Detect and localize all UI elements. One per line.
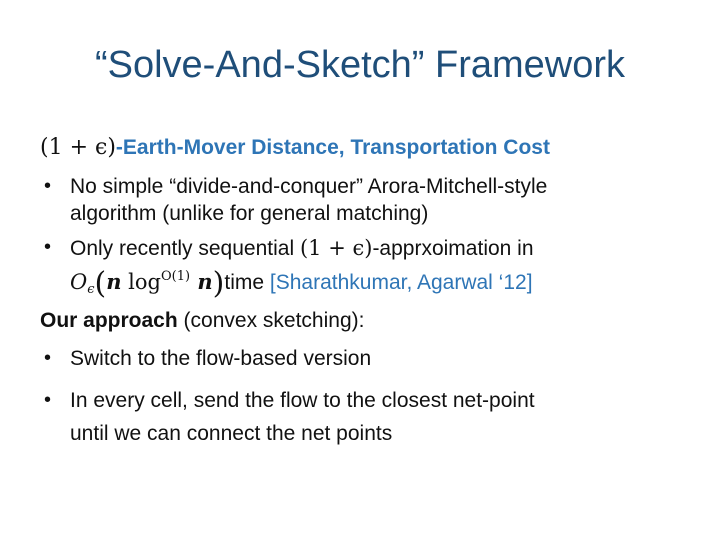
bullet-icon: • [44,347,52,369]
section2-heading [40,308,364,334]
bullet-icon: • [44,236,52,258]
bullet1-line1: No simple “divide-and-conquer” Arora-Mitchell-style [70,175,548,198]
complexity-sub: ϵ [87,282,95,297]
bullet1-line2: algorithm (unlike for general matching) [70,202,429,225]
bullet3-line1: Switch to the flow-based version [70,347,372,370]
paren-close: ) [212,266,225,301]
bullet2-text: Only recently sequential [70,237,300,260]
bullet2-line1 [70,235,534,262]
bullet-icon: • [44,389,52,411]
bullet2-math: (1 + ϵ) [299,236,373,260]
slide-title: “Solve-And-Sketch” Framework [94,44,626,86]
bullet-icon: • [44,175,52,197]
paren-open: ( [94,266,107,301]
epsilon-approx-math: (1 + ϵ) [40,135,116,160]
section1-heading-text: -Earth-Mover Distance, Transportation Cost [115,136,550,159]
complexity-log: log [121,270,161,294]
section1-heading [40,135,550,161]
bullet2-tail: -apprxoimation in [372,237,534,260]
time-word: time [224,271,270,294]
section2-heading-rest: (convex sketching): [177,309,365,332]
citation: [Sharathkumar, Agarwal ‘12] [269,271,533,294]
complexity-n1: n [106,269,122,294]
complexity-O: O [70,270,88,294]
complexity-sup: O(1) [160,269,191,284]
bullet2-line2 [70,264,533,303]
section2-heading-bold: Our approach [40,309,178,332]
bullet4-line1: In every cell, send the flow to the closest net-point [70,389,535,412]
complexity-n2: n [190,269,213,294]
bullet4-line2: until we can connect the net points [70,422,393,445]
